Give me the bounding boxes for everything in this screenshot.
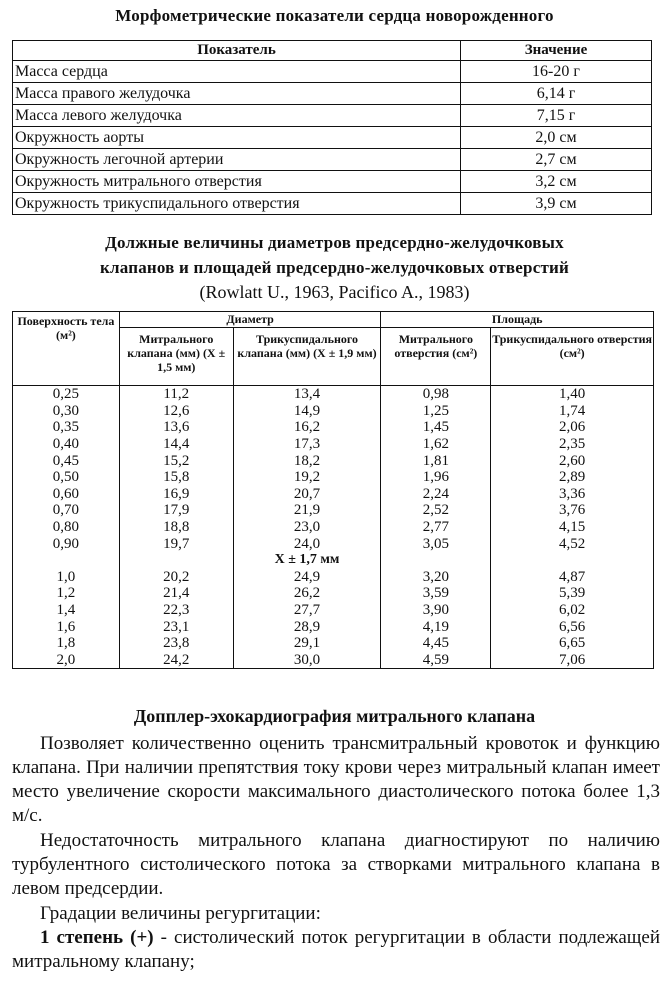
surface-cell: 0,35 <box>13 419 120 436</box>
tricuspid-valve-cell: 30,0 <box>233 652 381 669</box>
mitral-orifice-cell: 1,96 <box>381 469 491 486</box>
mitral-valve-cell: 15,8 <box>119 469 233 486</box>
mitral-valve-cell: 11,2 <box>119 386 233 403</box>
surface-cell: 1,2 <box>13 585 120 602</box>
indicator-cell: Окружность митрального отверстия <box>13 171 461 193</box>
morphometry-table <box>12 40 652 215</box>
value-cell: 2,0 см <box>461 127 652 149</box>
mitral-orifice-cell: 3,90 <box>381 602 491 619</box>
mitral-orifice-cell: 1,81 <box>381 452 491 469</box>
mitral-valve-cell: 12,6 <box>119 403 233 420</box>
tricuspid-orifice-cell: 4,52 <box>491 535 654 552</box>
surface-cell: 2,0 <box>13 652 120 669</box>
value-cell: 2,7 см <box>461 149 652 171</box>
table-row <box>13 61 652 83</box>
paragraph-2-text: Недостаточность митрального клапана диагностируют по наличию турбулентного систолического потока за створками митрального клапана в левом предсердии. <box>12 830 660 899</box>
mitral-valve-cell: 24,2 <box>119 652 233 669</box>
surface-cell: 0,40 <box>13 436 120 453</box>
table2-source: (Rowlatt U., 1963, Pacifico A., 1983) <box>199 282 470 302</box>
mitral-valve-cell: 13,6 <box>119 419 233 436</box>
surface-cell: 0,45 <box>13 452 120 469</box>
surface-cell: 0,30 <box>13 403 120 420</box>
section-heading: Допплер-эхокардиография митрального клапана <box>133 706 536 726</box>
table-row <box>13 569 654 586</box>
mitral-valve-cell: 22,3 <box>119 602 233 619</box>
mitral-orifice-cell: 4,59 <box>381 652 491 669</box>
value-cell: 7,15 г <box>461 105 652 127</box>
table-row <box>13 83 652 105</box>
paragraph-1 <box>12 732 660 828</box>
header-value: Значение <box>461 41 652 61</box>
value-cell: 6,14 г <box>461 83 652 105</box>
mitral-valve-cell: 18,8 <box>119 519 233 536</box>
tricuspid-valve-cell: 20,7 <box>233 486 381 503</box>
table-row <box>13 486 654 503</box>
table2-title-line2: клапанов и площадей предсердно-желудочковых отверстий <box>100 258 569 277</box>
surface-cell: 0,25 <box>13 386 120 403</box>
mitral-valve-cell: 21,4 <box>119 585 233 602</box>
tricuspid-orifice-cell: 6,65 <box>491 635 654 652</box>
value-cell: 3,2 см <box>461 171 652 193</box>
header-indicator: Показатель <box>13 41 461 61</box>
tricuspid-valve-cell: 17,3 <box>233 436 381 453</box>
table-row <box>13 618 654 635</box>
table-row <box>13 519 654 536</box>
mitral-valve-cell: 17,9 <box>119 502 233 519</box>
surface-cell: 1,0 <box>13 569 120 586</box>
mitral-valve-cell: 14,4 <box>119 436 233 453</box>
table-row <box>13 602 654 619</box>
table-row <box>13 535 654 552</box>
table2-title-line1: Должные величины диаметров предсердно-желудочковых <box>105 233 564 252</box>
header-diameter: Диаметр <box>119 312 381 328</box>
mitral-orifice-cell: 2,24 <box>381 486 491 503</box>
table-row <box>13 436 654 453</box>
mitral-orifice-cell: 1,62 <box>381 436 491 453</box>
mitral-valve-cell: 20,2 <box>119 569 233 586</box>
tricuspid-orifice-cell: 2,89 <box>491 469 654 486</box>
surface-cell: 1,8 <box>13 635 120 652</box>
surface-cell: 1,6 <box>13 618 120 635</box>
table-row <box>13 585 654 602</box>
table-row <box>13 502 654 519</box>
table-row <box>13 419 654 436</box>
mitral-orifice-cell: 3,05 <box>381 535 491 552</box>
tricuspid-valve-cell: 27,7 <box>233 602 381 619</box>
surface-cell: 1,4 <box>13 602 120 619</box>
tricuspid-valve-cell: 19,2 <box>233 469 381 486</box>
empty-cell <box>381 552 491 569</box>
header-area: Площадь <box>381 312 654 328</box>
indicator-cell: Окружность легочной артерии <box>13 149 461 171</box>
empty-cell <box>13 552 120 569</box>
mitral-valve-cell: 16,9 <box>119 486 233 503</box>
tricuspid-orifice-cell: 3,36 <box>491 486 654 503</box>
table-row <box>13 469 654 486</box>
header-tricuspid-orifice: Трикуспидального отверстия (см²) <box>491 328 654 386</box>
tricuspid-valve-cell: 29,1 <box>233 635 381 652</box>
tricuspid-orifice-cell: 2,60 <box>491 452 654 469</box>
tricuspid-orifice-cell: 1,40 <box>491 386 654 403</box>
mitral-orifice-cell: 3,20 <box>381 569 491 586</box>
surface-cell: 0,90 <box>13 535 120 552</box>
table-row <box>13 105 652 127</box>
mitral-orifice-cell: 0,98 <box>381 386 491 403</box>
tricuspid-orifice-cell: 3,76 <box>491 502 654 519</box>
valve-norms-table <box>12 311 654 669</box>
paragraph-2 <box>12 829 660 901</box>
tricuspid-valve-cell: 23,0 <box>233 519 381 536</box>
surface-cell: 0,70 <box>13 502 120 519</box>
table-row <box>13 652 654 669</box>
paragraph-4 <box>12 926 660 974</box>
mitral-valve-cell: 23,8 <box>119 635 233 652</box>
mitral-valve-cell: 19,7 <box>119 535 233 552</box>
paragraph-3 <box>12 902 660 926</box>
surface-cell: 0,80 <box>13 519 120 536</box>
mitral-orifice-cell: 1,45 <box>381 419 491 436</box>
mitral-orifice-cell: 2,52 <box>381 502 491 519</box>
table1-title: Морфометрические показатели сердца новорожденного <box>115 6 554 25</box>
mitral-valve-cell: 15,2 <box>119 452 233 469</box>
header-mitral-valve: Митрального клапана (мм) (X ± 1,5 мм) <box>119 328 233 386</box>
mitral-orifice-cell: 1,25 <box>381 403 491 420</box>
tricuspid-orifice-cell: 6,02 <box>491 602 654 619</box>
table-row <box>13 386 654 403</box>
tricuspid-valve-cell: 16,2 <box>233 419 381 436</box>
surface-cell: 0,60 <box>13 486 120 503</box>
tricuspid-orifice-cell: 7,06 <box>491 652 654 669</box>
table-row <box>13 193 652 215</box>
indicator-cell: Окружность трикуспидального отверстия <box>13 193 461 215</box>
grade-label: 1 степень (+) <box>40 927 154 948</box>
tricuspid-valve-cell: 24,0 <box>233 535 381 552</box>
tricuspid-orifice-cell: 4,15 <box>491 519 654 536</box>
table-row <box>13 635 654 652</box>
value-cell: 16-20 г <box>461 61 652 83</box>
table-row <box>13 403 654 420</box>
table-header-row <box>13 41 652 61</box>
grade-description: - систолический поток регургитации в области подлежащей митральному клапану; <box>12 927 660 972</box>
value-cell: 3,9 см <box>461 193 652 215</box>
tricuspid-valve-cell: 14,9 <box>233 403 381 420</box>
header-mitral-orifice: Митрального отверстия (см²) <box>381 328 491 386</box>
tricuspid-orifice-cell: 1,74 <box>491 403 654 420</box>
tricuspid-orifice-cell: 5,39 <box>491 585 654 602</box>
mitral-orifice-cell: 4,45 <box>381 635 491 652</box>
tricuspid-valve-cell: 13,4 <box>233 386 381 403</box>
surface-cell: 0,50 <box>13 469 120 486</box>
paragraph-3-text: Градации величины регургитации: <box>40 903 321 924</box>
tricuspid-valve-cell: 21,9 <box>233 502 381 519</box>
header-tricuspid-valve: Трикуспидального клапана (мм) (X ± 1,9 мм) <box>233 328 381 386</box>
mitral-orifice-cell: 2,77 <box>381 519 491 536</box>
table-row <box>13 127 652 149</box>
empty-cell <box>119 552 233 569</box>
tricuspid-orifice-cell: 6,56 <box>491 618 654 635</box>
tricuspid-valve-cell: 28,9 <box>233 618 381 635</box>
note-row <box>13 552 654 569</box>
indicator-cell: Масса сердца <box>13 61 461 83</box>
mitral-orifice-cell: 4,19 <box>381 618 491 635</box>
header-surface: Поверхность тела (м²) <box>13 312 120 386</box>
tricuspid-valve-cell: 24,9 <box>233 569 381 586</box>
paragraph-1-text: Позволяет количественно оценить трансмитральный кровоток и функцию клапана. При наличии препятствия току крови через митральный клапан имеет место увеличение скорости максимального диастолического потока более 1,3 м/с. <box>12 733 660 826</box>
tricuspid-valve-cell: 26,2 <box>233 585 381 602</box>
indicator-cell: Масса левого желудочка <box>13 105 461 127</box>
table-row <box>13 452 654 469</box>
mitral-valve-cell: 23,1 <box>119 618 233 635</box>
indicator-cell: Окружность аорты <box>13 127 461 149</box>
table-row <box>13 171 652 193</box>
tricuspid-valve-cell: 18,2 <box>233 452 381 469</box>
indicator-cell: Масса правого желудочка <box>13 83 461 105</box>
table-row <box>13 149 652 171</box>
tricuspid-orifice-cell: 2,35 <box>491 436 654 453</box>
mitral-orifice-cell: 3,59 <box>381 585 491 602</box>
tricuspid-orifice-cell: 4,87 <box>491 569 654 586</box>
deviation-note: X ± 1,7 мм <box>233 552 381 569</box>
tricuspid-orifice-cell: 2,06 <box>491 419 654 436</box>
empty-cell <box>491 552 654 569</box>
